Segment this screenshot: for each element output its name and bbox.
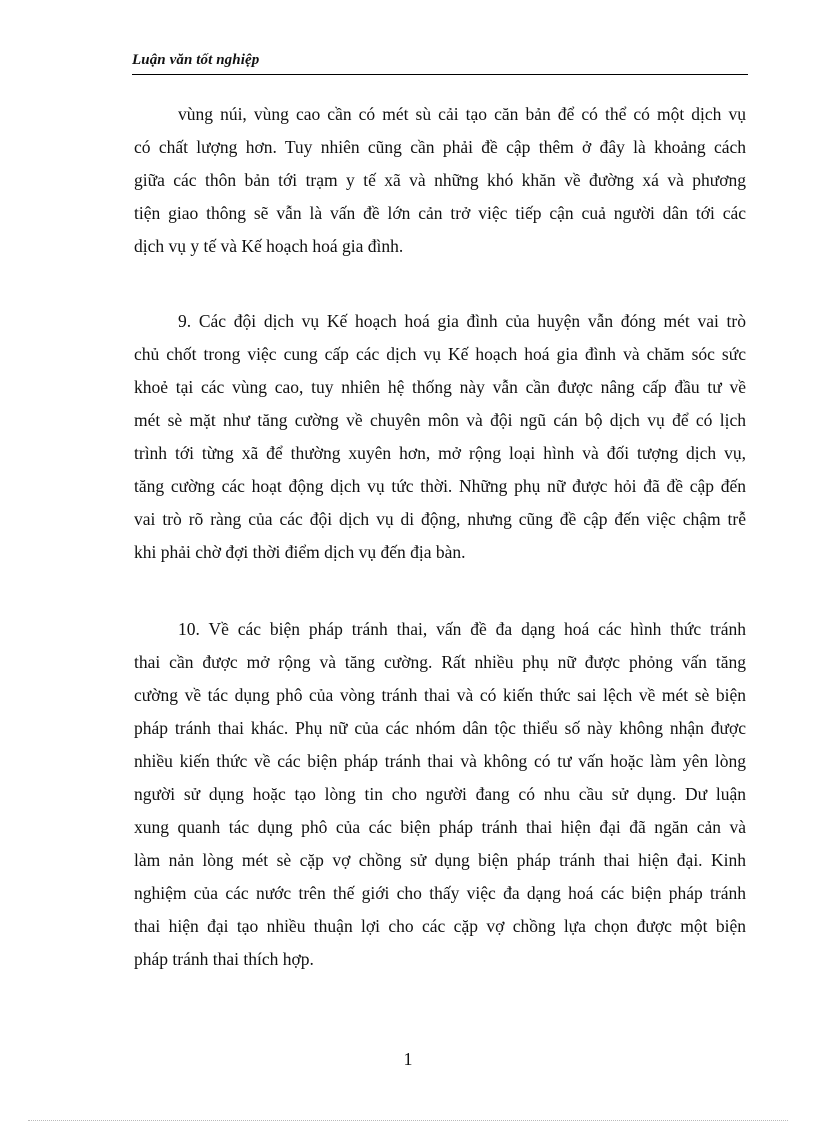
paragraph-line: pháp tránh thai khác. Phụ nữ của các nhóm dân tộc thiểu số này không nhận được xyxy=(134,718,746,738)
paragraph-line: thai hiện đại tạo nhiều thuận lợi cho các cặp vợ chồng lựa chọn được một biện xyxy=(134,916,746,936)
header-title: Luận văn tốt nghiệp xyxy=(132,52,260,68)
paragraph-line: có chất lượng hơn. Tuy nhiên cũng cần phải đề cập thêm ở đây là khoảng cách xyxy=(134,137,746,157)
paragraph-line: khi phải chờ đợi thời điểm dịch vụ đến địa bàn. xyxy=(134,542,466,562)
paragraph-line: giữa các thôn bản tới trạm y tế xã và những khó khăn về đường xá và phương xyxy=(134,170,746,190)
paragraph-line: tăng cường các hoạt động dịch vụ tức thời. Những phụ nữ được hỏi đã đề cập đến xyxy=(134,476,746,496)
paragraph-line: dịch vụ y tế và Kế hoạch hoá gia đình. xyxy=(134,236,404,256)
paragraph-line: xung quanh tác dụng phô của các biện pháp tránh thai hiện đại đã ngăn cản và xyxy=(134,817,746,837)
paragraph-line: cường về tác dụng phô của vòng tránh thai và có kiến thức sai lệch về mét sè biện xyxy=(134,685,746,705)
paragraph-1 xyxy=(134,98,746,263)
paragraph-line: vai trò rõ ràng của các đội dịch vụ di động, nhưng cũng đề cập đến việc chậm trễ xyxy=(134,509,746,529)
paragraph-line: 9. Các đội dịch vụ Kế hoạch hoá gia đình của huyện vẫn đóng mét vai trò xyxy=(178,311,746,331)
paragraph-2 xyxy=(134,305,746,569)
paragraph-3 xyxy=(134,613,746,976)
paragraph-line: trình tới từng xã để thường xuyên hơn, mở rộng loại hình và đối tượng dịch vụ, xyxy=(134,443,746,463)
paragraph-line: tiện giao thông sẽ vẫn là vấn đề lớn cản trở việc tiếp cận cuả người dân tới các xyxy=(134,203,746,223)
paragraph-line: khoẻ tại các vùng cao, tuy nhiên hệ thống này vẫn cần được nâng cấp đầu tư về xyxy=(134,377,746,397)
paragraph-line: người sử dụng hoặc tạo lòng tin cho người đang có nhu cầu sử dụng. Dư luận xyxy=(134,784,746,804)
page-number: 1 xyxy=(403,1049,413,1069)
paragraph-line: nhiều kiến thức về các biện pháp tránh thai và không có tư vấn hoặc làm yên lòng xyxy=(134,751,746,771)
page-header xyxy=(132,50,748,75)
paragraph-line: thai cần được mở rộng và tăng cường. Rất nhiều phụ nữ được phỏng vấn tăng xyxy=(134,652,746,672)
paragraph-line: mét sè mặt như tăng cường về chuyên môn và đội ngũ cán bộ dịch vụ để có lịch xyxy=(134,410,746,430)
paragraph-line: làm nản lòng mét sè cặp vợ chồng sử dụng biện pháp tránh thai hiện đại. Kinh xyxy=(134,850,746,870)
paragraph-line: nghiệm của các nước trên thế giới cho thấy việc đa dạng hoá các biện pháp tránh xyxy=(134,883,746,903)
paragraph-line: 10. Về các biện pháp tránh thai, vấn đề đa dạng hoá các hình thức tránh xyxy=(178,619,746,639)
footer-divider xyxy=(28,1120,788,1121)
paragraph-line: chủ chốt trong việc cung cấp các dịch vụ Kế hoạch hoá gia đình và chăm sóc sức xyxy=(134,344,746,364)
paragraph-line: vùng núi, vùng cao cần có mét sù cải tạo căn bản để có thể có một dịch vụ xyxy=(178,104,746,124)
paragraph-line: pháp tránh thai thích hợp. xyxy=(134,949,314,969)
